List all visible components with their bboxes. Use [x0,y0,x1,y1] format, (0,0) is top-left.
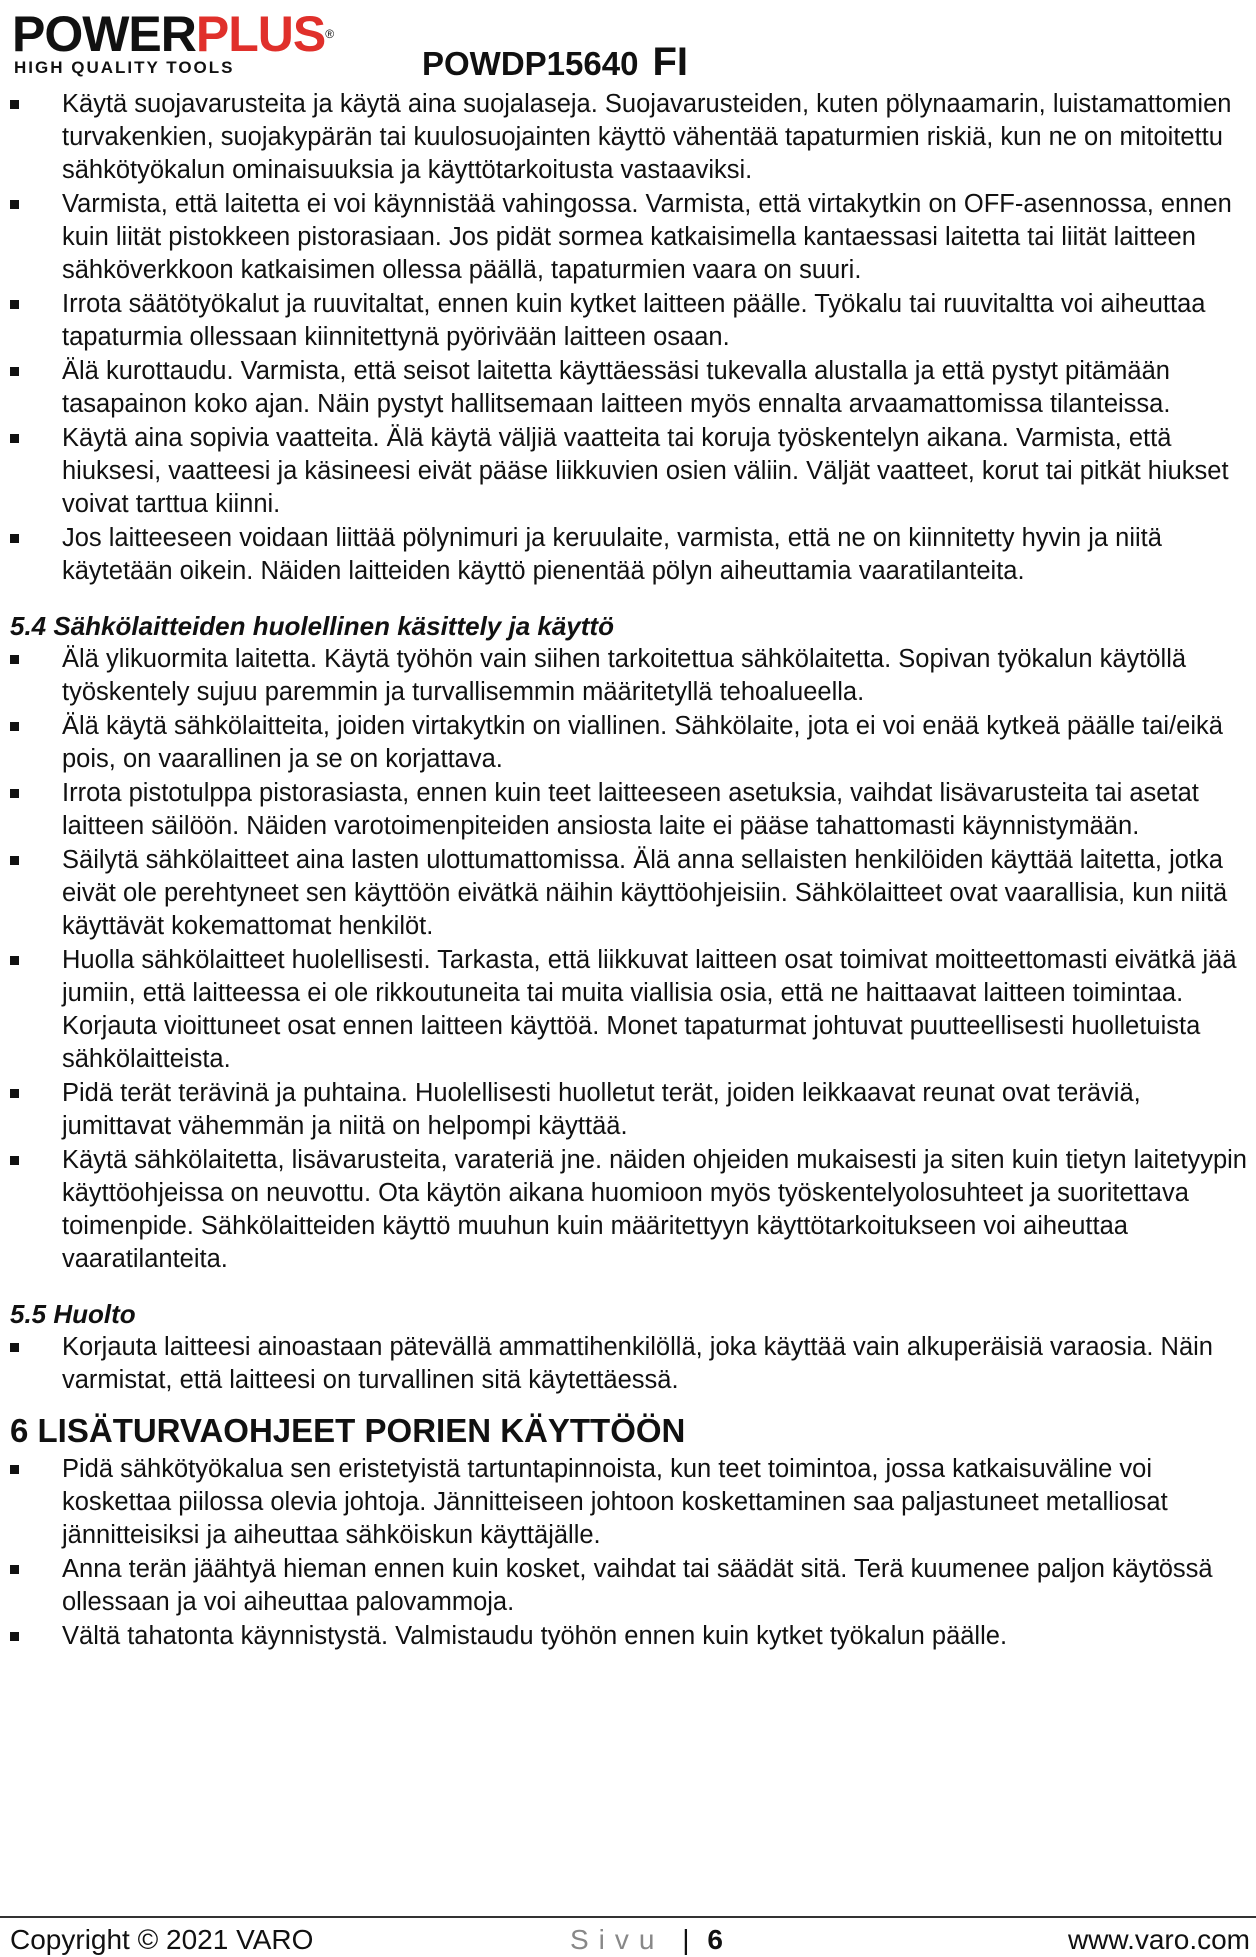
list-item: Irrota pistotulppa pistorasiasta, ennen kuin teet laitteeseen asetuksia, vaihdat lisävarusteita tai asetat laitteen säilöön. Näiden varotoimenpiteiden ansiosta laite ei pääse tahattomasti käynnistymään. [10,777,1250,843]
bullet-icon [10,655,19,664]
page-label: Sivu [570,1924,665,1955]
list-item: Irrota säätötyökalut ja ruuvitaltat, ennen kuin kytket laitteen päälle. Työkalu tai ruuvitaltta voi aiheuttaa tapaturmia ollessaan kiinnitettynä pyörivään laitteen osaan. [10,288,1250,354]
list-item: Korjauta laitteesi ainoastaan pätevällä ammattihenkilöllä, joka käyttää vain alkuperäisiä varaosia. Näin varmistat, että laitteesi on turvallinen sitä käytettäessä. [10,1331,1250,1397]
list-item: Älä kurottaudu. Varmista, että seisot laitetta käyttäessäsi tukevalla alustalla ja että pystyt pitämään tasapainon koko ajan. Näin pystyt hallitsemaan laitteen myös ennalta arvaamattomissa tilanteissa. [10,355,1250,421]
page-number: 6 [707,1924,723,1955]
bullet-icon [10,1565,19,1574]
page-separator: | [682,1924,690,1955]
bullet-icon [10,1156,19,1165]
bullet-icon [10,856,19,865]
section-5-5-list [10,1331,1250,1397]
list-item: Vältä tahatonta käynnistystä. Valmistaudu työhön ennen kuin kytket työkalun päälle. [10,1620,1250,1653]
language-code: FI [652,40,688,84]
model-title [422,40,688,85]
list-item: Säilytä sähkölaitteet aina lasten ulottumattomissa. Älä anna sellaisten henkilöiden käyttää laitetta, jotka eivät ole perehtyneet sen käyttöön eivätkä näihin käyttöohjeisiin. Sähkölaitteet ovat vaarallisia, kun niitä käyttävät kokemattomat henkilöt. [10,844,1250,943]
list-item: Jos laitteeseen voidaan liittää pölynimuri ja keruulaite, varmista, että ne on kiinnitetty hyvin ja niitä käytetään oikein. Näiden laitteiden käyttö pienentää pölyn aiheuttamia vaaratilanteita. [10,522,1250,588]
copyright-text: Copyright © 2021 VARO [10,1924,314,1955]
list-item: Varmista, että laitetta ei voi käynnistää vahingossa. Varmista, että virtakytkin on OFF-asennossa, ennen kuin liität pistokkeen pistorasiaan. Jos pidät sormea katkaisimella kantaessasi laitetta tai liität laitteen sähköverkkoon katkaisimen ollessa päällä, tapaturmien vaara on suuri. [10,188,1250,287]
list-item: Pidä terät terävinä ja puhtaina. Huolellisesti huolletut terät, joiden leikkaavat reunat ovat teräviä, jumittavat vähemmän ja niitä on helpompi käyttää. [10,1077,1250,1143]
list-item: Pidä sähkötyökalua sen eristetyistä tartuntapinnoista, kun teet toimintoa, jossa katkaisuväline voi koskettaa piilossa olevia johtoja. Jännitteiseen johtoon koskettaminen saa paljastuneet metalliosat jännitteisiksi ja aiheuttaa sähköiskun käyttäjälle. [10,1453,1250,1552]
chapter-heading-6: 6 LISÄTURVAOHJEET PORIEN KÄYTTÖÖN [10,1412,686,1449]
brand-tagline: HIGH QUALITY TOOLS [14,58,235,77]
section-5-4-list [10,643,1250,1276]
bullet-icon [10,1089,19,1098]
section-heading-5-5: 5.5 Huolto [10,1299,136,1329]
bullet-icon [10,956,19,965]
bullet-icon [10,1343,19,1352]
bullet-icon [10,1465,19,1474]
brand-wordmark: POWERPLUS® [12,6,334,62]
list-item: Anna terän jäähtyä hieman ennen kuin kosket, vaihdat tai säädät sitä. Terä kuumenee paljon käytössä ollessaan ja voi aiheuttaa palovammoja. [10,1553,1250,1619]
model-number: POWDP15640 [422,45,639,82]
page-indicator [570,1924,723,1956]
bullet-icon [10,534,19,543]
list-item: Älä ylikuormita laitetta. Käytä työhön vain siihen tarkoitettua sähkölaitetta. Sopivan työkalun käytöllä työskentely sujuu paremmin ja turvallisemmin määritetyllä tehoalueella. [10,643,1250,709]
list-item: Käytä sähkölaitetta, lisävarusteita, varateriä jne. näiden ohjeiden mukaisesti ja siten kuin tietyn laitetyypin käyttöohjeissa on neuvottu. Ota käytön aikana huomioon myös työskentelyolosuhteet ja suoritettava toimenpide. Sähkölaitteiden käyttö muuhun kuin määritettyyn käyttötarkoitukseen voi aiheuttaa vaaratilanteita. [10,1144,1250,1276]
list-item: Älä käytä sähkölaitteita, joiden virtakytkin on viallinen. Sähkölaite, jota ei voi enää kytkeä päälle tai/eikä pois, on vaarallinen ja se on korjattava. [10,710,1250,776]
bullet-icon [10,434,19,443]
list-item: Käytä suojavarusteita ja käytä aina suojalaseja. Suojavarusteiden, kuten pölynaamarin, luistamattomien turvakenkien, suojakypärän tai kuulosuojainten käyttö vähentää tapaturmien riskiä, kun ne on mitoitettu sähkötyökalun ominaisuuksia ja käyttötarkoitusta vastaaviksi. [10,88,1250,187]
document-body [10,88,1250,1654]
bullet-icon [10,1632,19,1641]
bullet-icon [10,200,19,209]
bullet-icon [10,100,19,109]
bullet-icon [10,367,19,376]
bullet-icon [10,722,19,731]
bullet-icon [10,300,19,309]
bullet-icon [10,789,19,798]
chapter-6-list [10,1453,1250,1653]
page-footer [0,1920,1256,1956]
section-heading-5-4: 5.4 Sähkölaitteiden huolellinen käsittely ja käyttö [10,611,614,641]
section-personal-safety [10,88,1250,588]
brand-logo [12,6,392,76]
website-link[interactable]: www.varo.com [1067,1924,1250,1955]
footer-divider [0,1916,1256,1918]
list-item: Huolla sähkölaitteet huolellisesti. Tarkasta, että liikkuvat laitteen osat toimivat moitteettomasti eivätkä jää jumiin, että laitteessa ei ole rikkoutuneita tai muita viallisia osia, että ne haittaavat laitteen toimintaa. Korjauta vioittuneet osat ennen laitteen käyttöä. Monet tapaturmat johtuvat puutteellisesti huolletuista sähkölaitteista. [10,944,1250,1076]
list-item: Käytä aina sopivia vaatteita. Älä käytä väljiä vaatteita tai koruja työskentelyn aikana. Varmista, että hiuksesi, vaatteesi ja käsineesi eivät pääse liikkuvien osien väliin. Väljät vaatteet, korut tai pitkät hiukset voivat tarttua kiinni. [10,422,1250,521]
